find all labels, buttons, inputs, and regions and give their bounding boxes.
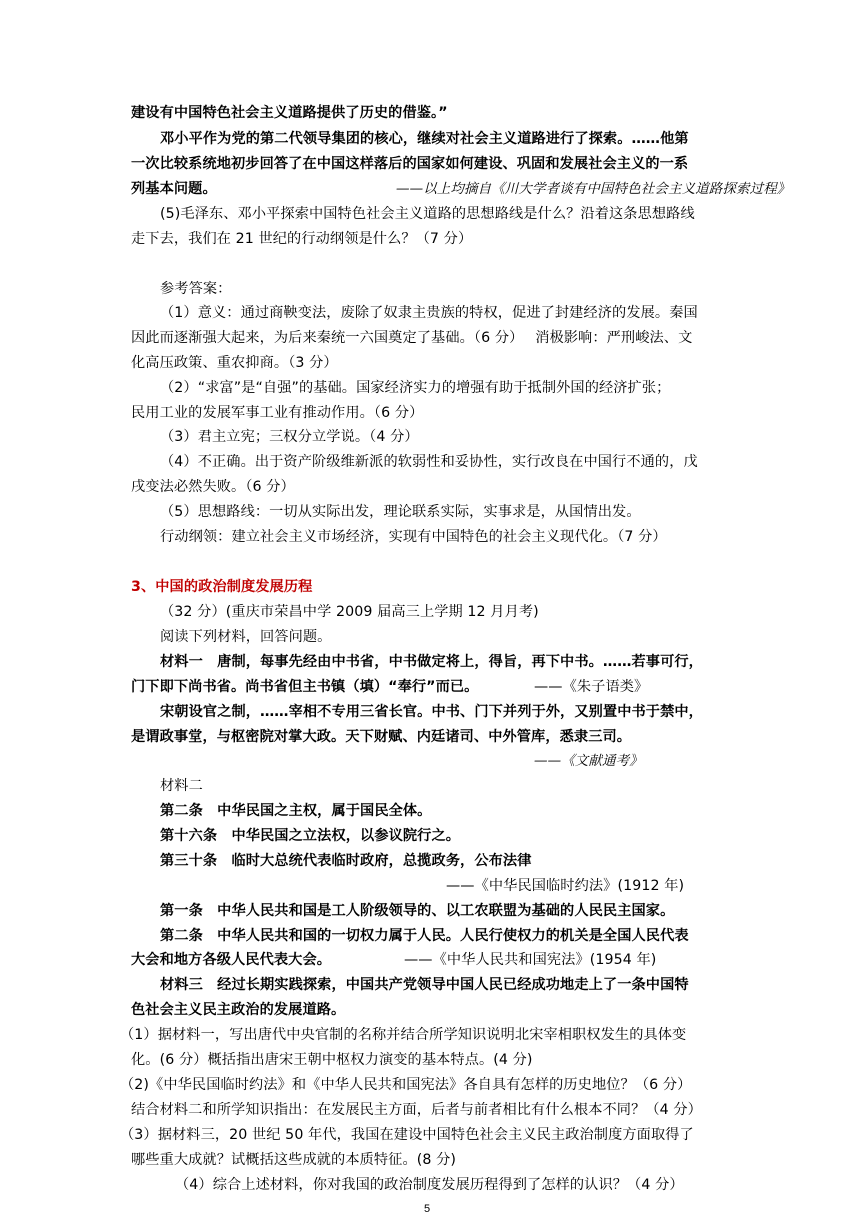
material-line: 第一条 中华人民共和国是工人阶级领导的、以工农联盟为基础的人民民主国家。: [160, 903, 675, 919]
source-citation: ——以上均摘自《川大学者谈有中国特色社会主义道路探索过程》: [396, 181, 791, 197]
material-label: 材料二: [160, 778, 203, 794]
answer-line: （3）君主立宪；三权分立学说。（4 分）: [160, 429, 419, 445]
paragraph-line: 邓小平作为党的第二代领导集团的核心，继续对社会主义道路进行了探索。……他第: [160, 131, 689, 147]
source-citation: ——《文献通考》: [534, 753, 643, 769]
material-line: 第十六条 中华民国之立法权，以参议院行之。: [160, 828, 461, 844]
paragraph-line: 一次比较系统地初步回答了在中国这样落后的国家如何建设、巩固和发展社会主义的一系: [131, 156, 689, 172]
material-line: 材料三 经过长期实践探索，中国共产党领导中国人民已经成功地走上了一条中国特: [160, 977, 689, 993]
answer-line: 因此而逐渐强大起来，为后来秦统一六国奠定了基础。（6 分） 消极影响：严刑峻法、文: [131, 330, 693, 346]
material-line: 大会和地方各级人民代表大会。: [131, 952, 332, 968]
question-line: （2)《中华民国临时约法》和《中华人民共和国宪法》各自具有怎样的历史地位？（6 分）: [120, 1077, 692, 1093]
material-line: 第二条 中华人民共和国的一切权力属于人民。人民行使权力的机关是全国人民代表: [160, 928, 689, 944]
question-line: （3）据材料三，20 世纪 50 年代，我国在建设中国特色社会主义民主政治制度方面取得了: [120, 1127, 694, 1143]
paragraph-line: 列基本问题。: [131, 181, 217, 197]
source-citation: ——《中华民国临时约法》(1912 年): [446, 878, 685, 894]
answer-line: （5）思想路线：一切从实际出发，理论联系实际，实事求是，从国情出发。: [160, 504, 641, 520]
source-citation: ——《中华人民共和国宪法》(1954 年): [404, 952, 657, 968]
material-line: 第三十条 临时大总统代表临时政府，总揽政务，公布法律: [160, 853, 532, 869]
section-heading: 3、中国的政治制度发展历程: [131, 579, 313, 595]
answer-line: （2）“求富”是“自强”的基础。国家经济实力的增强有助于抵制外国的经济扩张；: [160, 380, 671, 396]
answer-line: （1）意义：通过商鞅变法，废除了奴隶主贵族的特权，促进了封建经济的发展。秦国: [160, 305, 698, 321]
question-line: （4）综合上述材料，你对我国的政治制度发展历程得到了怎样的认识？（4 分）: [175, 1177, 684, 1193]
material-line: 宋朝设官之制，……宰相不专用三省长官。中书、门下并列于外，又别置中书于禁中，: [160, 704, 703, 720]
source-citation: ——《朱子语类》: [534, 679, 649, 695]
question-line: （1）据材料一，写出唐代中央官制的名称并结合所学知识说明北宋宰相职权发生的具体变: [120, 1027, 687, 1043]
instruction: 阅读下列材料，回答问题。: [160, 629, 332, 645]
paragraph-line: 建设有中国特色社会主义道路提供了历史的借鉴。”: [131, 105, 448, 121]
answers-title: 参考答案：: [160, 281, 232, 297]
material-line: 门下即下尚书省。尚书省但主书镇（填）“奉行”而已。: [131, 679, 479, 695]
material-line: 第二条 中华民国之主权，属于国民全体。: [160, 803, 432, 819]
section-meta: （32 分）(重庆市荣昌中学 2009 届高三上学期 12 月月考): [160, 604, 539, 620]
answer-line: 化高压政策、重农抑商。（3 分）: [131, 355, 338, 371]
answer-line: 行动纲领：建立社会主义市场经济，实现有中国特色的社会主义现代化。（7 分）: [160, 529, 667, 545]
answer-line: （4）不正确。出于资产阶级维新派的软弱性和妥协性，实行改良在中国行不通的，戊: [160, 454, 698, 470]
page-number: 5: [424, 1203, 431, 1215]
question-line: 化。(6 分）概括指出唐宋王朝中枢权力演变的基本特点。(4 分): [131, 1052, 533, 1068]
question-line: 结合材料二和所学知识指出：在发展民主方面，后者与前者相比有什么根本不同？（4 分）: [131, 1102, 702, 1118]
material-line: 色社会主义民主政治的发展道路。: [131, 1002, 346, 1018]
question-line: 走下去，我们在 21 世纪的行动纲领是什么？（7 分）: [131, 231, 473, 247]
answer-line: 民用工业的发展军事工业有推动作用。（6 分）: [131, 405, 424, 421]
question-line: 哪些重大成就？试概括这些成就的本质特征。(8 分): [131, 1152, 457, 1168]
question-line: (5)毛泽东、邓小平探索中国特色社会主义道路的思想路线是什么？沿着这条思想路线: [160, 206, 695, 222]
material-line: 是谓政事堂，与枢密院对掌大政。天下财赋、内廷诸司、中外管库，悉隶三司。: [131, 729, 632, 745]
answer-line: 戌变法必然失败。（6 分）: [131, 479, 295, 495]
material-line: 材料一 唐制，每事先经由中书省，中书做定将上，得旨，再下中书。……若事可行，: [160, 654, 703, 670]
